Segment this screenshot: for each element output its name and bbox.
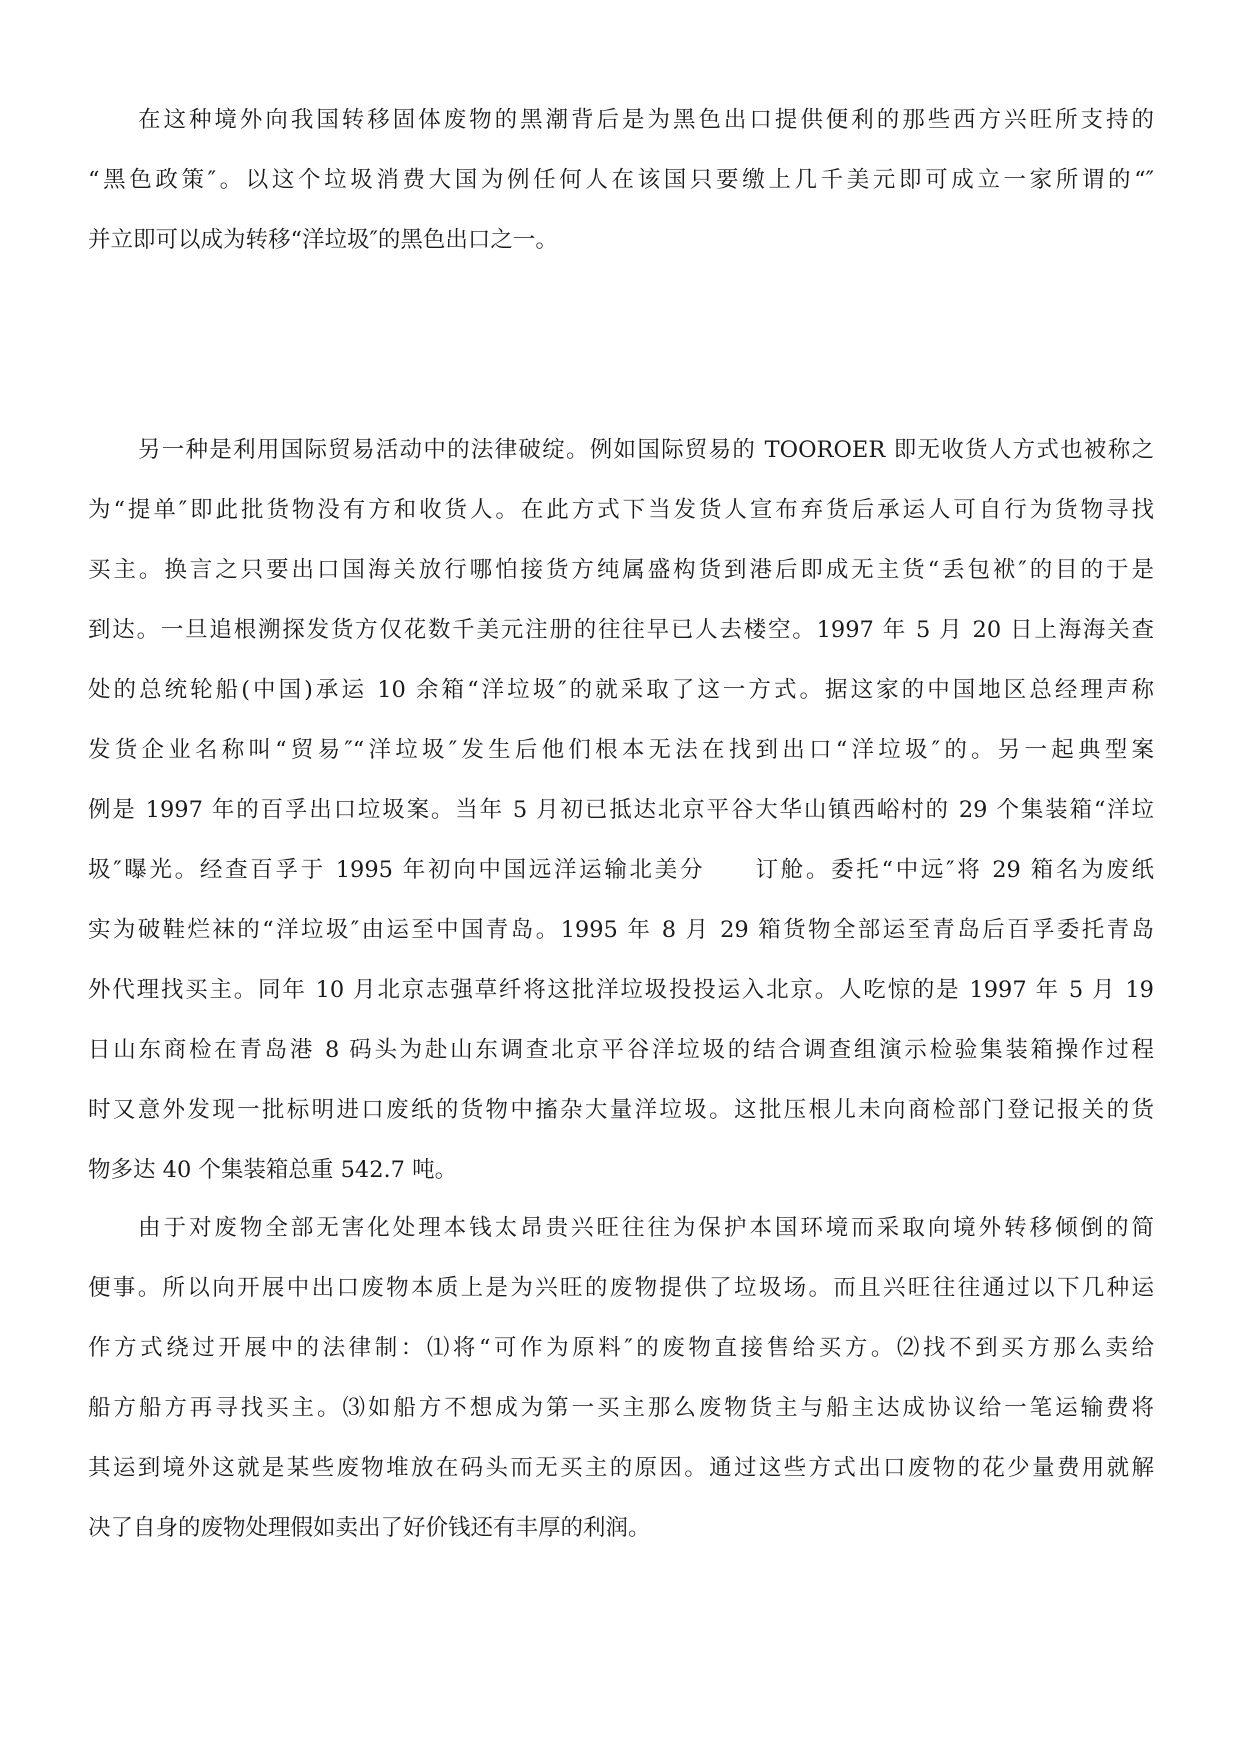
paragraph-line: 由于对废物全部无害化处理本钱太昂贵兴旺往往为保护本国环境而采取向境外转移倾倒的简 <box>138 1215 1154 1241</box>
paragraph-line: 船方船方再寻找买主。⑶如船方不想成为第一买主那么废物货主与船主达成协议给一笔运输费将 <box>88 1395 1154 1421</box>
paragraph-line: 在这种境外向我国转移固体废物的黑潮背后是为黑色出口提供便利的那些西方兴旺所支持的 <box>138 107 1154 133</box>
paragraph-line: 发货企业名称叫“贸易″“洋垃圾″发生后他们根本无法在找到出口“洋垃圾″的。另一起典型案 <box>88 737 1154 763</box>
paragraph-line: 作方式绕过开展中的法律制：⑴将“可作为原料″的废物直接售给买方。⑵找不到买方那么卖给 <box>88 1335 1154 1361</box>
paragraph-line: 便事。所以向开展中出口废物本质上是为兴旺的废物提供了垃圾场。而且兴旺往往通过以下几种运 <box>88 1275 1154 1301</box>
paragraph-line: 到达。一旦追根溯探发货方仅花数千美元注册的往往早已人去楼空。1997 年 5 月 20 日上海海关查 <box>88 617 1154 643</box>
paragraph-2 <box>88 420 1154 1200</box>
paragraph-line: “黑色政策″。以这个垃圾消费大国为例任何人在该国只要缴上几千美元即可成立一家所谓的“″ <box>88 167 1154 193</box>
paragraph-line: 并立即可以成为转移“洋垃圾″的黑色出口之一。 <box>88 227 558 253</box>
paragraph-1 <box>88 90 1154 270</box>
paragraph-line: 外代理找买主。同年 10 月北京志强草纤将这批洋垃圾投投运入北京。人吃惊的是 1997 年 5 月 19 <box>88 977 1154 1003</box>
paragraph-line: 决了自身的废物处理假如卖出了好价钱还有丰厚的利润。 <box>88 1515 651 1541</box>
paragraph-line: 例是 1997 年的百孚出口垃圾案。当年 5 月初已抵达北京平谷大华山镇西峪村的 29 个集装箱“洋垃 <box>88 797 1154 823</box>
paragraph-line: 物多达 40 个集装箱总重 542.7 吨。 <box>88 1157 458 1183</box>
paragraph-line: 为“提单″即此批货物没有方和收货人。在此方式下当发货人宣布弃货后承运人可自行为货物寻找 <box>88 497 1154 523</box>
paragraph-line: 另一种是利用国际贸易活动中的法律破绽。例如国际贸易的 TOOROER 即无收货人方式也被称之 <box>138 437 1154 463</box>
paragraph-line: 时又意外发现一批标明进口废纸的货物中搐杂大量洋垃圾。这批压根儿未向商检部门登记报关的货 <box>88 1097 1154 1123</box>
paragraph-line: 实为破鞋烂袜的“洋垃圾″由运至中国青岛。1995 年 8 月 29 箱货物全部运至青岛后百孚委托青岛 <box>88 917 1154 943</box>
paragraph-line: 其运到境外这就是某些废物堆放在码头而无买主的原因。通过这些方式出口废物的花少量费用就解 <box>88 1455 1154 1481</box>
paragraph-line: 日山东商检在青岛港 8 码头为赴山东调查北京平谷洋垃圾的结合调查组演示检验集装箱操作过程 <box>88 1037 1154 1063</box>
paragraph-line: 圾″曝光。经查百孚于 1995 年初向中国远洋运输北美分 订舱。委托“中远″将 29 箱名为废纸 <box>88 857 1154 883</box>
paragraph-line: 买主。换言之只要出口国海关放行哪怕接货方纯属盛构货到港后即成无主货“丢包袱″的目的于是 <box>88 557 1154 583</box>
paragraph-3 <box>88 1198 1154 1558</box>
paragraph-line: 处的总统轮船(中国)承运 10 余箱“洋垃圾″的就采取了这一方式。据这家的中国地区总经理声称 <box>88 677 1154 703</box>
